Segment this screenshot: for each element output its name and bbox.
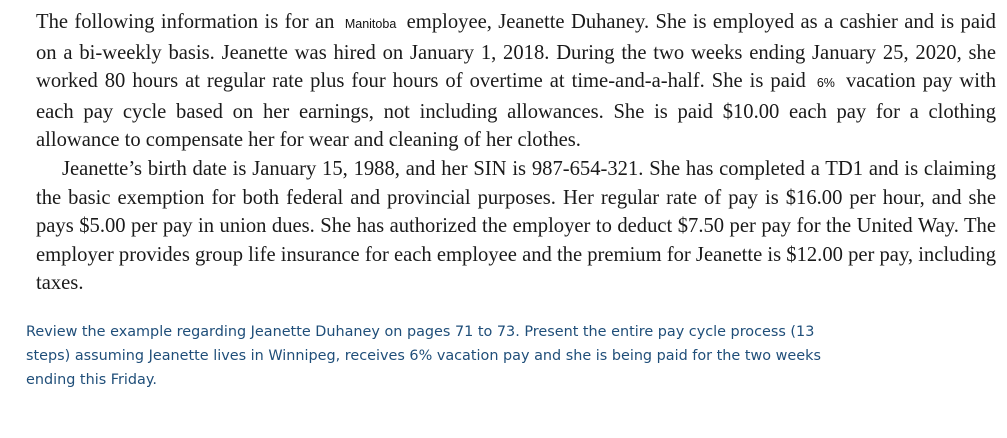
paragraph-1-intro: The following information is for an [36,11,335,33]
province-label: Manitoba [344,17,397,31]
textbook-paragraph-1 [36,8,996,155]
instructions-text: Review the example regarding Jeanette Duhaney on pages 71 to 73. Present the entire pay cycle process (13 steps) assuming Jeanette lives in Winnipeg, receives 6% vacation pay and she is being paid for the two weeks ending this Friday. [26,324,821,388]
assignment-instructions [26,320,826,392]
textbook-paragraph-2: Jeanette’s birth date is January 15, 1988, and her SIN is 987-654-321. She has completed a TD1 and is claiming the basic exemption for both federal and provincial purposes. Her regular rate of pay is $16.00 per hour, and she pays $5.00 per pay in union dues. She has authorized the employer to deduct $7.50 per pay for the United Way. The employer provides group life insurance for each employee and the premium for Jeanette is $12.00 per pay, including taxes. [36,157,996,295]
paragraph-1-ending: vacation pay with each pay cycle based on her earnings, not including allowances. She is paid $10.00 each pay for a clothing allowance to compensate her for wear and cleaning of her clothes. [36,70,997,152]
paragraph-1-body: employee, Jeanette Duhaney. She is employed as a cashier and is paid on a bi-weekly basis. Jeanette was hired on January 1, 2018. During the two weeks ending January 25, 2020, she worked 80 hours at regular rate plus four hours of overtime at time-and-a-half. She is paid [36,11,996,93]
vacation-rate-label: 6% [816,76,835,91]
textbook-excerpt [36,8,996,298]
